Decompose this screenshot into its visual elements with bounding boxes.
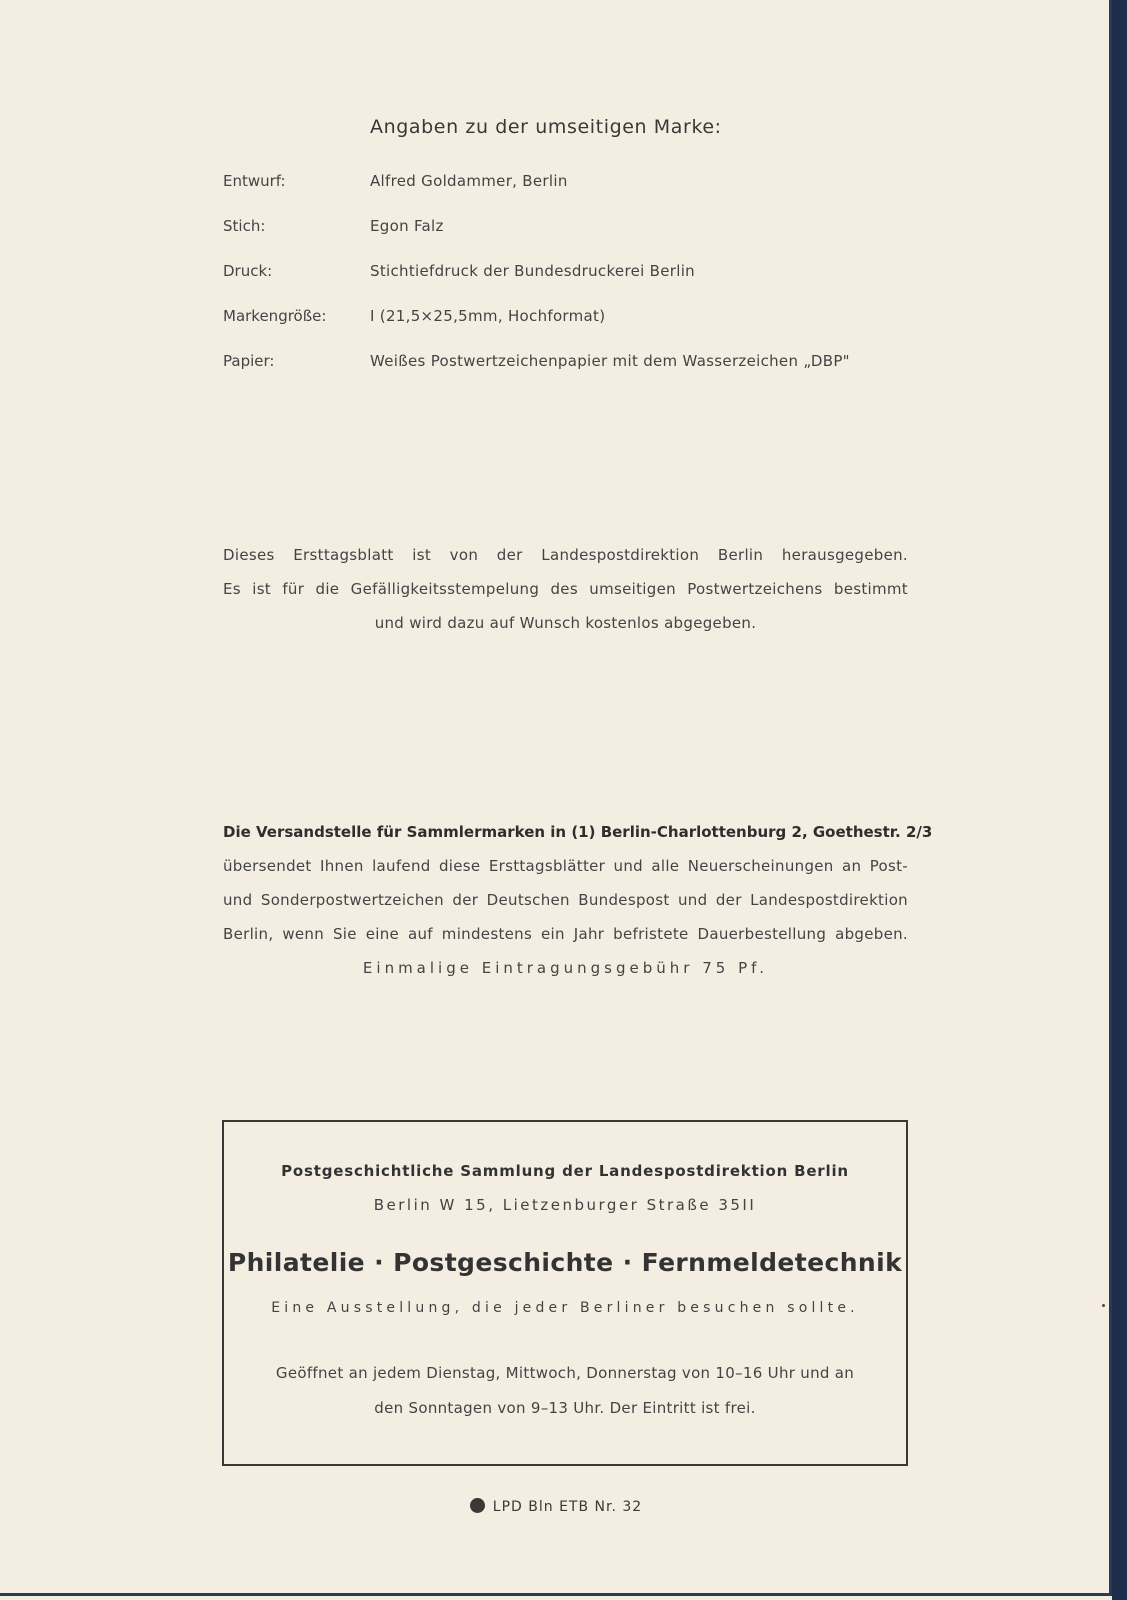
museum-name: Postgeschichtliche Sammlung der Landespostdirektion Berlin [281, 1162, 849, 1180]
spec-value: I (21,5×25,5mm, Hochformat) [370, 307, 606, 325]
spec-value: Egon Falz [370, 217, 444, 235]
spec-value: Alfred Goldammer, Berlin [370, 172, 568, 190]
museum-topics: Philatelie · Postgeschichte · Fernmeldetechnik [227, 1248, 903, 1277]
footer-imprint [0, 1498, 1112, 1515]
spec-label: Stich: [223, 217, 266, 235]
notice-line: und wird dazu auf Wunsch kostenlos abgegeben. [374, 614, 757, 632]
scan-background-edge [1112, 0, 1127, 1600]
spec-value: Weißes Postwertzeichenpapier mit dem Wasserzeichen „DBP" [370, 352, 850, 370]
spec-value: Stichtiefdruck der Bundesdruckerei Berlin [370, 262, 695, 280]
spec-label: Markengröße: [223, 307, 327, 325]
notice-line: Dieses Ersttagsblatt ist von der Landespostdirektion Berlin herausgegeben. [223, 546, 908, 564]
versand-line: und Sonderpostwertzeichen der Deutschen Bundespost und der Landespostdirektion [223, 891, 908, 909]
museum-info-box [222, 1120, 908, 1466]
footer-text: LPD Bln ETB Nr. 32 [492, 1499, 643, 1515]
versand-line: Berlin, wenn Sie eine auf mindestens ein Jahr befristete Dauerbestellung abgeben. [223, 925, 908, 943]
notice-paragraph [223, 538, 908, 640]
museum-hours-line: den Sonntagen von 9–13 Uhr. Der Eintritt ist frei. [374, 1399, 756, 1417]
museum-hours-line: Geöffnet an jedem Dienstag, Mittwoch, Donnerstag von 10–16 Uhr und an [275, 1364, 855, 1382]
spec-label: Entwurf: [223, 172, 286, 190]
post-horn-logo-icon [470, 1498, 485, 1513]
page-heading: Angaben zu der umseitigen Marke: [370, 116, 722, 138]
versand-line: übersendet Ihnen laufend diese Ersttagsblätter und alle Neuerscheinungen an Post- [223, 857, 908, 875]
versand-fee-line: Einmalige Eintragungsgebühr 75 Pf. [362, 959, 769, 977]
notice-line: Es ist für die Gefälligkeitsstempelung des umseitigen Postwertzeichens bestimmt [223, 580, 908, 598]
spec-label: Druck: [223, 262, 273, 280]
museum-tagline: Eine Ausstellung, die jeder Berliner besuchen sollte. [271, 1300, 859, 1316]
paper-speck [1102, 1304, 1105, 1307]
museum-address: Berlin W 15, Lietzenburger Straße 35II [373, 1196, 757, 1214]
versand-paragraph [223, 815, 933, 985]
versand-address-line: Die Versandstelle für Sammlermarken in (1) Berlin-Charlottenburg 2, Goethestr. 2/3 [223, 823, 933, 841]
spec-label: Papier: [223, 352, 275, 370]
